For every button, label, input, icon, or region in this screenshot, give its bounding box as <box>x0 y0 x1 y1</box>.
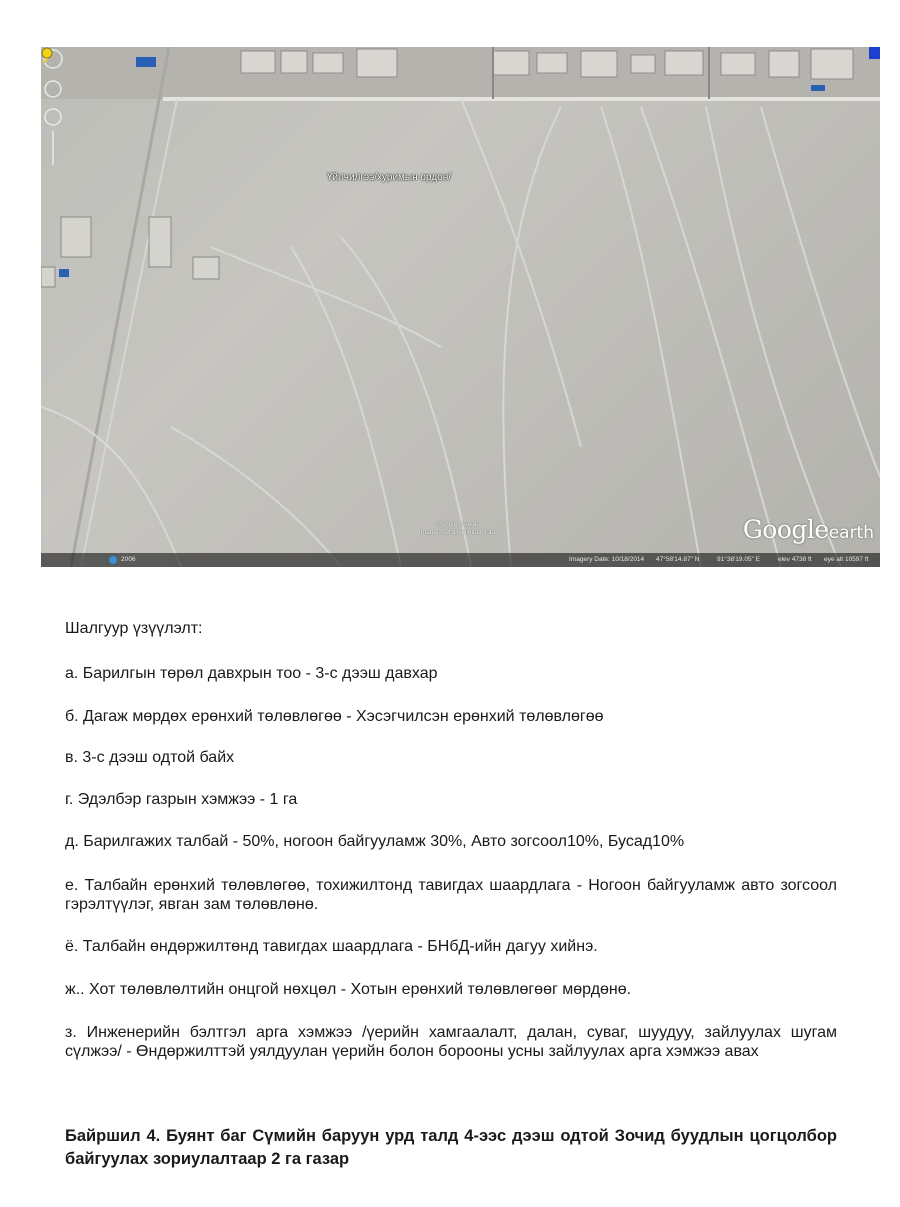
criteria-item-a: а. Барилгын төрөл давхрын тоо - 3-с дээш давхар <box>65 665 438 682</box>
map-copyright <box>419 521 497 537</box>
imagery-date: Imagery Date: 10/18/2014 <box>569 556 645 563</box>
criteria-item-z: з. Инженерийн бэлтгэл арга хэмжээ /үерийн хамгаалалт, далан, суваг, шуудуу, зайлуулах шугам сүлжээ/ - Өндөржилттэй уялдуулан үерийн болон борооны усны зайлуулах арга хэмжээ авах <box>65 1024 837 1060</box>
logo-earth: earth <box>828 523 874 543</box>
latitude: 47°58'14.87" N <box>656 556 700 563</box>
location-title: Байршил 4. Буянт баг Сүмийн баруун урд талд 4-ээс дээш одтой Зочид буудлын цогцолбор байгуулах зориулалтаар 2 га газар <box>65 1127 837 1168</box>
criteria-heading: Шалгуур үзүүлэлт: <box>65 620 203 637</box>
eye-altitude: eye alt 10597 ft <box>824 556 869 563</box>
pin-label[interactable]: Үйлчилгээ/хуримын ордон/ <box>327 172 452 183</box>
logo-google: Google <box>742 515 829 544</box>
map-status-bar <box>41 553 880 567</box>
longitude: 91°38'19.05" E <box>717 556 761 563</box>
copyright-imagery: Image © 2016 DigitalGlobe <box>419 529 498 536</box>
historical-imagery-icon[interactable] <box>109 556 117 564</box>
navigation-controls[interactable] <box>41 47 65 167</box>
criteria-item-d: д. Барилгажих талбай - 50%, ногоон байгууламж 30%, Авто зогсоол10%, Бусад10% <box>65 833 685 850</box>
imagery-year[interactable]: 2006 <box>121 556 136 563</box>
satellite-map[interactable] <box>41 47 880 567</box>
criteria-item-b: б. Дагаж мөрдөх ерөнхий төлөвлөгөө - Хэсэгчилсэн ерөнхий төлөвлөгөө <box>65 708 604 725</box>
location-pin-icon[interactable] <box>41 47 55 63</box>
criteria-item-v: в. 3-с дээш одтой байх <box>65 749 235 766</box>
copyright-google: © 2016 Google <box>436 521 480 528</box>
map-imagery <box>41 47 880 567</box>
criteria-item-e: е. Талбайн ерөнхий төлөвлөгөө, тохижилтонд тавигдах шаардлага - Ногоон байгууламж авто зогсоол гэрэлтүүлэг, явган зам төлөвлөнө. <box>65 877 837 913</box>
elevation: elev 4738 ft <box>778 556 812 563</box>
criteria-item-zh: ж.. Хот төлөвлөлтийн онцгой нөхцөл - Хотын ерөнхий төлөвлөгөөг мөрдөнө. <box>65 981 632 998</box>
google-earth-logo <box>743 515 874 544</box>
criteria-item-g: г. Эдэлбэр газрын хэмжээ - 1 га <box>65 791 298 808</box>
criteria-item-yo: ё. Талбайн өндөржилтөнд тавигдах шаардлага - БНбД-ийн дагуу хийнэ. <box>65 938 598 955</box>
